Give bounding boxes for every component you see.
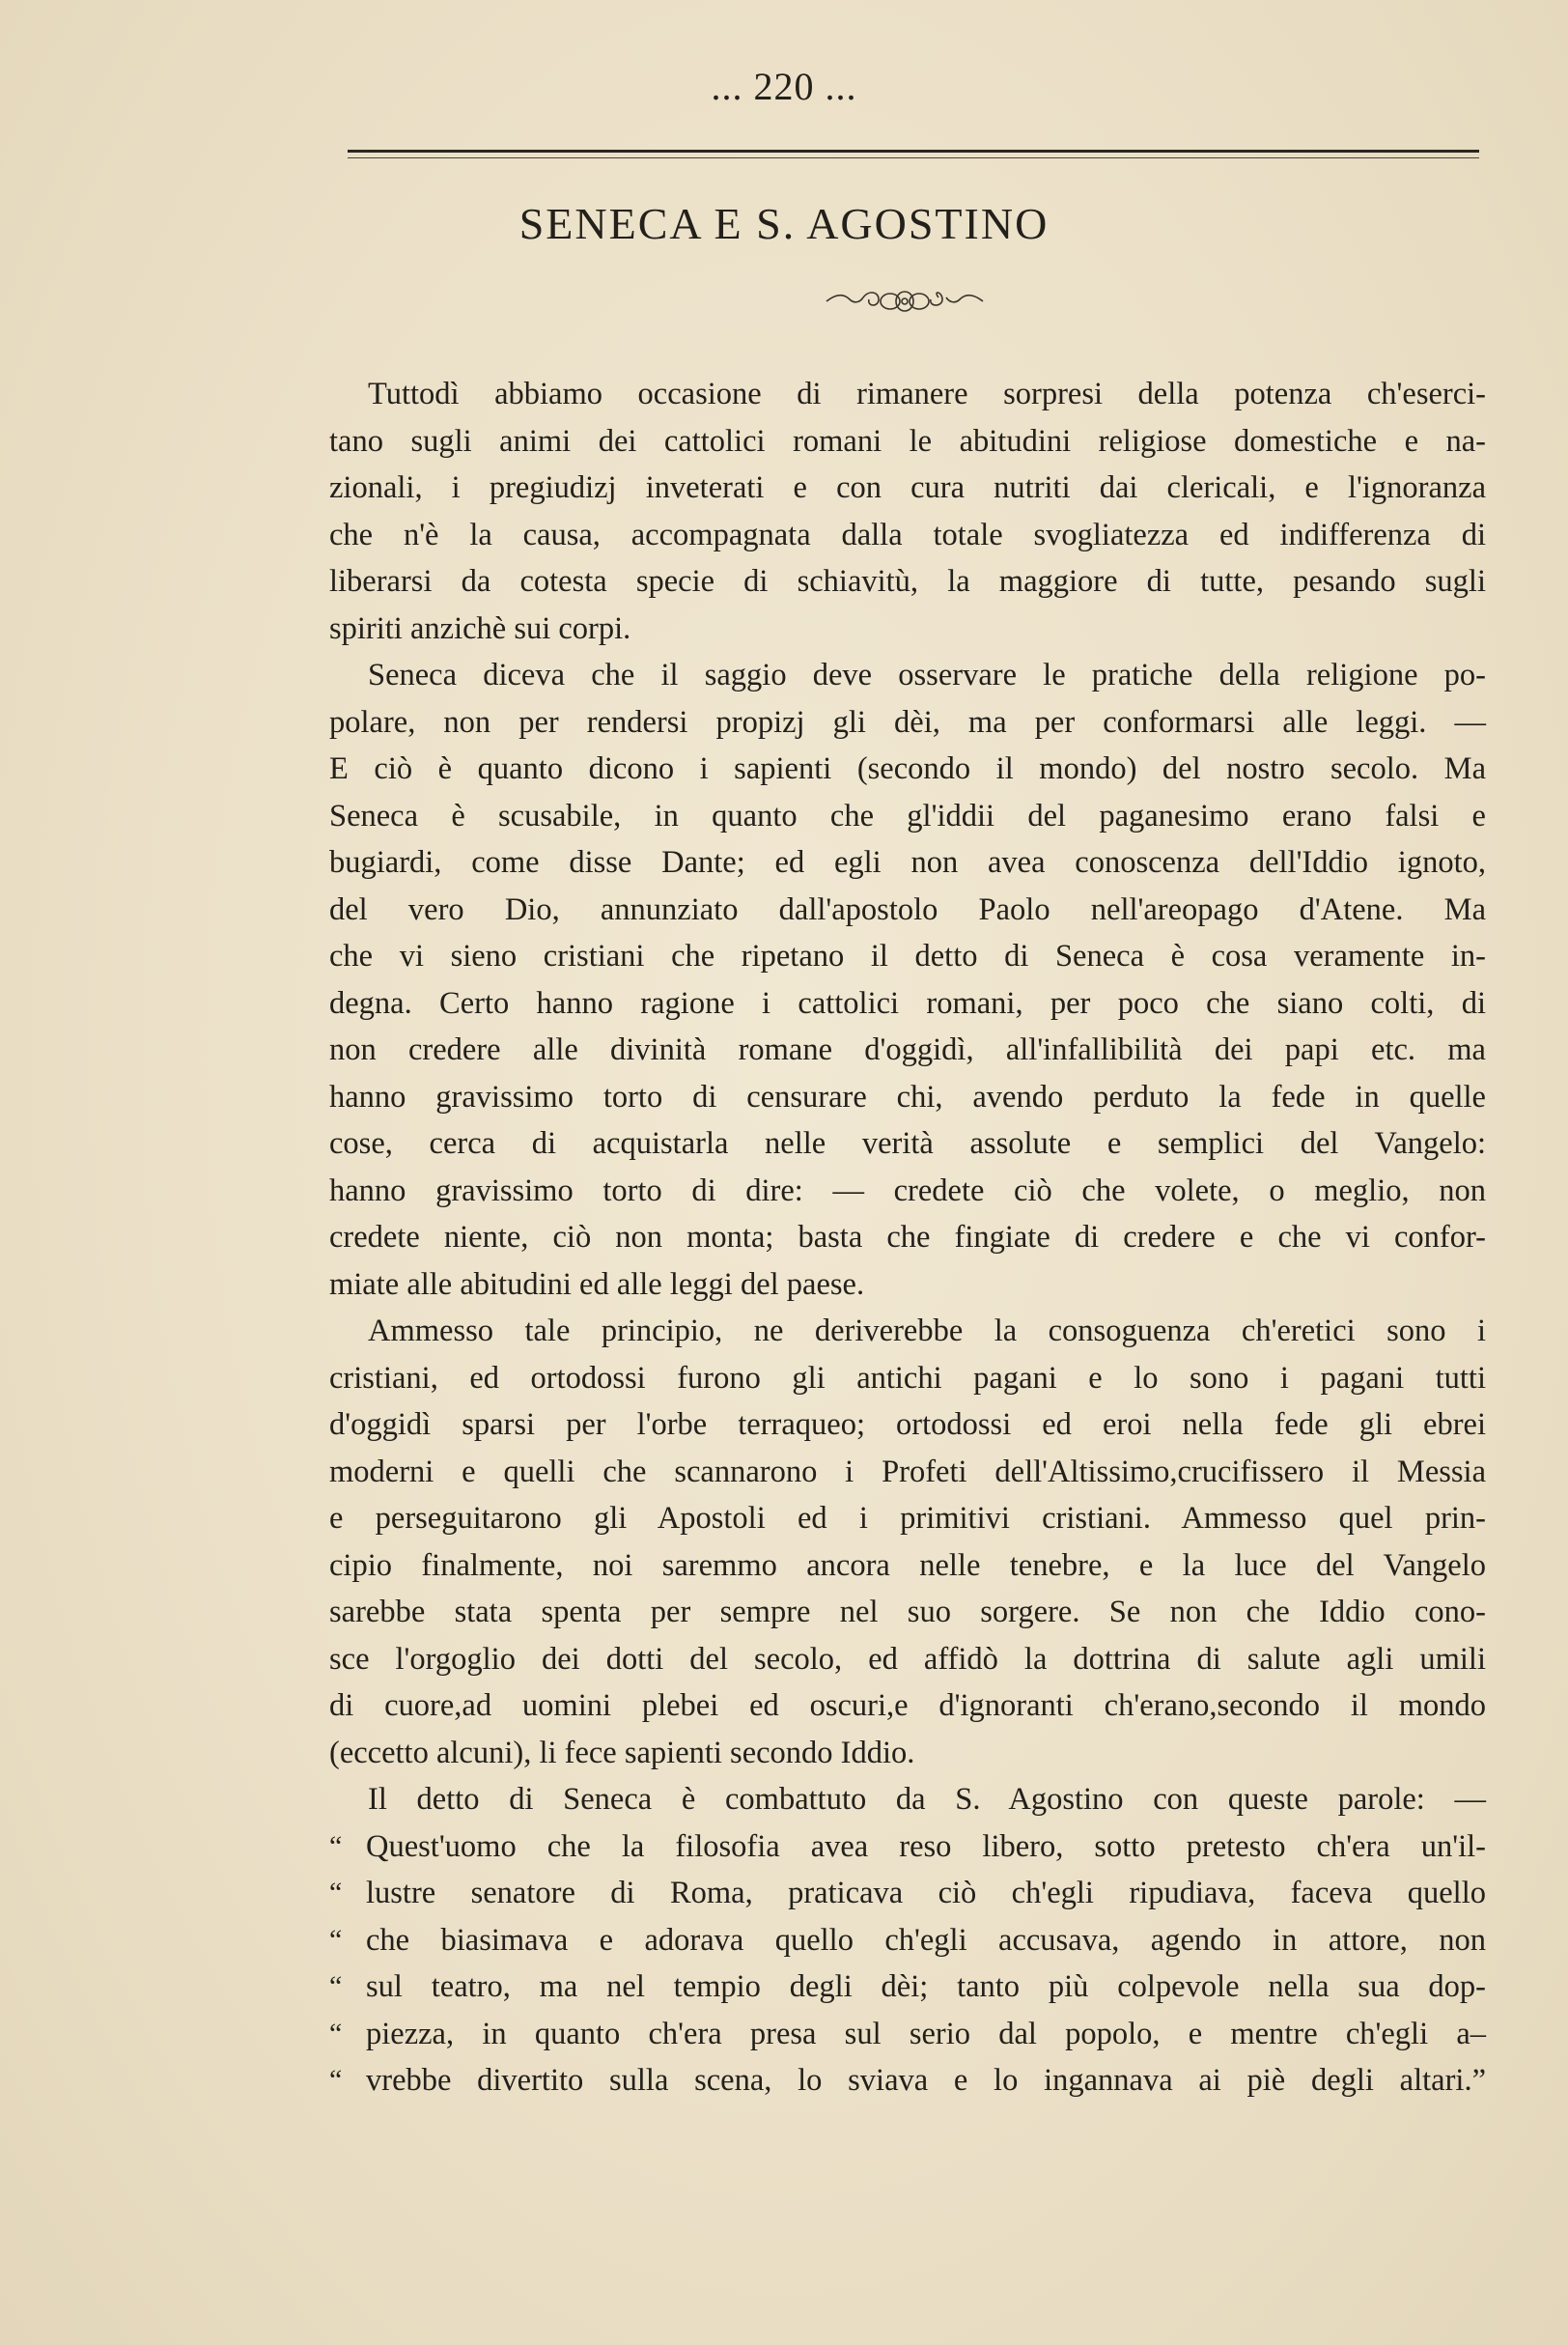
text-line: hanno gravissimo torto di censurare chi, avendo perduto la fede in quelle <box>329 1079 1486 1115</box>
quote-line <box>329 1823 1486 1871</box>
quote-mark: “ <box>329 1829 343 1862</box>
text-line: tano sugli animi dei cattolici romani le abitudini religiose domestiche e na- <box>329 423 1486 459</box>
quote-text: che biasimava e adorava quello ch'egli accusava, agendo in attore, non <box>366 1922 1486 1958</box>
text-line: polare, non per rendersi propizj gli dèi, ma per conformarsi alle leggi. — <box>329 704 1486 740</box>
text-line: bugiardi, come disse Dante; ed egli non avea conoscenza dell'Iddio ignoto, <box>329 845 1486 880</box>
text-line: degna. Certo hanno ragione i cattolici romani, per poco che siano colti, di <box>329 985 1486 1021</box>
article-body <box>329 371 1486 2105</box>
quote-line <box>329 1964 1486 2011</box>
text-line: cipio finalmente, noi saremmo ancora nelle tenebre, e la luce del Vangelo <box>329 1547 1486 1583</box>
text-line: cose, cerca di acquistarla nelle verità assolute e semplici del Vangelo: <box>329 1126 1486 1161</box>
text-line: non credere alle divinità romane d'oggidì, all'infallibilità dei papi etc. ma <box>329 1032 1486 1067</box>
header-rule-thin <box>348 157 1479 158</box>
text-line: cristiani, ed ortodossi furono gli antichi pagani e lo sono i pagani tutti <box>329 1360 1486 1396</box>
quote-text: sul teatro, ma nel tempio degli dèi; tanto più colpevole nella sua dop- <box>366 1969 1486 2004</box>
quote-mark: “ <box>329 2064 343 2096</box>
text-line: hanno gravissimo torto di dire: — credete ciò che volete, o meglio, non <box>329 1172 1486 1208</box>
quotation <box>329 1823 1486 2105</box>
text-line: zionali, i pregiudizj inveterati e con cura nutriti dai clericali, e l'ignoranza <box>329 470 1486 505</box>
text-line: d'oggidì sparsi per l'orbe terraqueo; ortodossi ed eroi nella fede gli ebrei <box>329 1407 1486 1442</box>
text-line: miate alle abitudini ed alle leggi del paese. <box>329 1266 865 1302</box>
quote-text: Quest'uomo che la filosofia avea reso libero, sotto pretesto ch'era un'il- <box>366 1828 1486 1864</box>
text-line: e perseguitarono gli Apostoli ed i primitivi cristiani. Ammesso quel prin- <box>329 1501 1486 1536</box>
paragraph <box>329 371 1486 652</box>
quote-line <box>329 2011 1486 2058</box>
text-line: Il detto di Seneca è combattuto da S. Agostino con queste parole: — <box>368 1782 1486 1817</box>
text-line: liberarsi da cotesta specie di schiavitù, la maggiore di tutte, pesando sugli <box>329 564 1486 599</box>
quote-line <box>329 1917 1486 1964</box>
text-line: sce l'orgoglio dei dotti del secolo, ed affidò la dottrina di salute agli umili <box>329 1641 1486 1677</box>
text-line: Seneca diceva che il saggio deve osservare le pratiche della religione po- <box>368 658 1486 692</box>
quote-line <box>329 2057 1486 2105</box>
paragraph <box>329 1776 1486 1823</box>
text-line: credete niente, ciò non monta; basta che fingiate di credere e che vi confor- <box>329 1220 1486 1255</box>
text-line: (eccetto alcuni), li fece sapienti secondo Iddio. <box>329 1735 915 1770</box>
text-line: che vi sieno cristiani che ripetano il detto di Seneca è cosa veramente in- <box>329 939 1486 974</box>
quote-line <box>329 1870 1486 1917</box>
quote-mark: “ <box>329 2017 343 2049</box>
text-line: del vero Dio, annunziato dall'apostolo Paolo nell'areopago d'Atene. Ma <box>329 891 1486 927</box>
text-line: Ammesso tale principio, ne deriverebbe la consoguenza ch'eretici sono i <box>368 1314 1486 1348</box>
ornament-flourish <box>823 280 987 319</box>
text-line: che n'è la causa, accompagnata dalla totale svogliatezza ed indifferenza di <box>329 517 1486 552</box>
text-line: Seneca è scusabile, in quanto che gl'iddii del paganesimo erano falsi e <box>329 798 1486 833</box>
text-line: spiriti anzichè sui corpi. <box>329 610 631 646</box>
text-line: sarebbe stata spenta per sempre nel suo sorgere. Se non che Iddio cono- <box>329 1595 1486 1629</box>
paragraph <box>329 652 1486 1308</box>
text-line: Tuttodì abbiamo occasione di rimanere sorpresi della potenza ch'eserci- <box>368 377 1486 411</box>
page-number: ... 220 ... <box>711 65 857 108</box>
paragraph <box>329 1308 1486 1776</box>
article-title: SENECA E S. AGOSTINO <box>518 199 1050 248</box>
quote-mark: “ <box>329 1877 343 1908</box>
quote-mark: “ <box>329 1923 343 1956</box>
text-line: E ciò è quanto dicono i sapienti (secondo il mondo) del nostro secolo. Ma <box>329 751 1486 786</box>
quote-mark: “ <box>329 1970 343 2002</box>
header-rule <box>348 150 1479 153</box>
text-line: moderni e quelli che scannarono i Profeti dell'Altissimo,crucifissero il Messia <box>329 1454 1486 1489</box>
quote-text: vrebbe divertito sulla scena, lo sviava e lo ingannava ai piè degli altari.” <box>366 2063 1486 2098</box>
quote-text: piezza, in quanto ch'era presa sul serio dal popolo, e mentre ch'egli a– <box>366 2016 1486 2051</box>
text-line: di cuore,ad uomini plebei ed oscuri,e d'ignoranti ch'erano,secondo il mondo <box>329 1688 1486 1723</box>
quote-text: lustre senatore di Roma, praticava ciò ch'egli ripudiava, faceva quello <box>366 1876 1486 1910</box>
